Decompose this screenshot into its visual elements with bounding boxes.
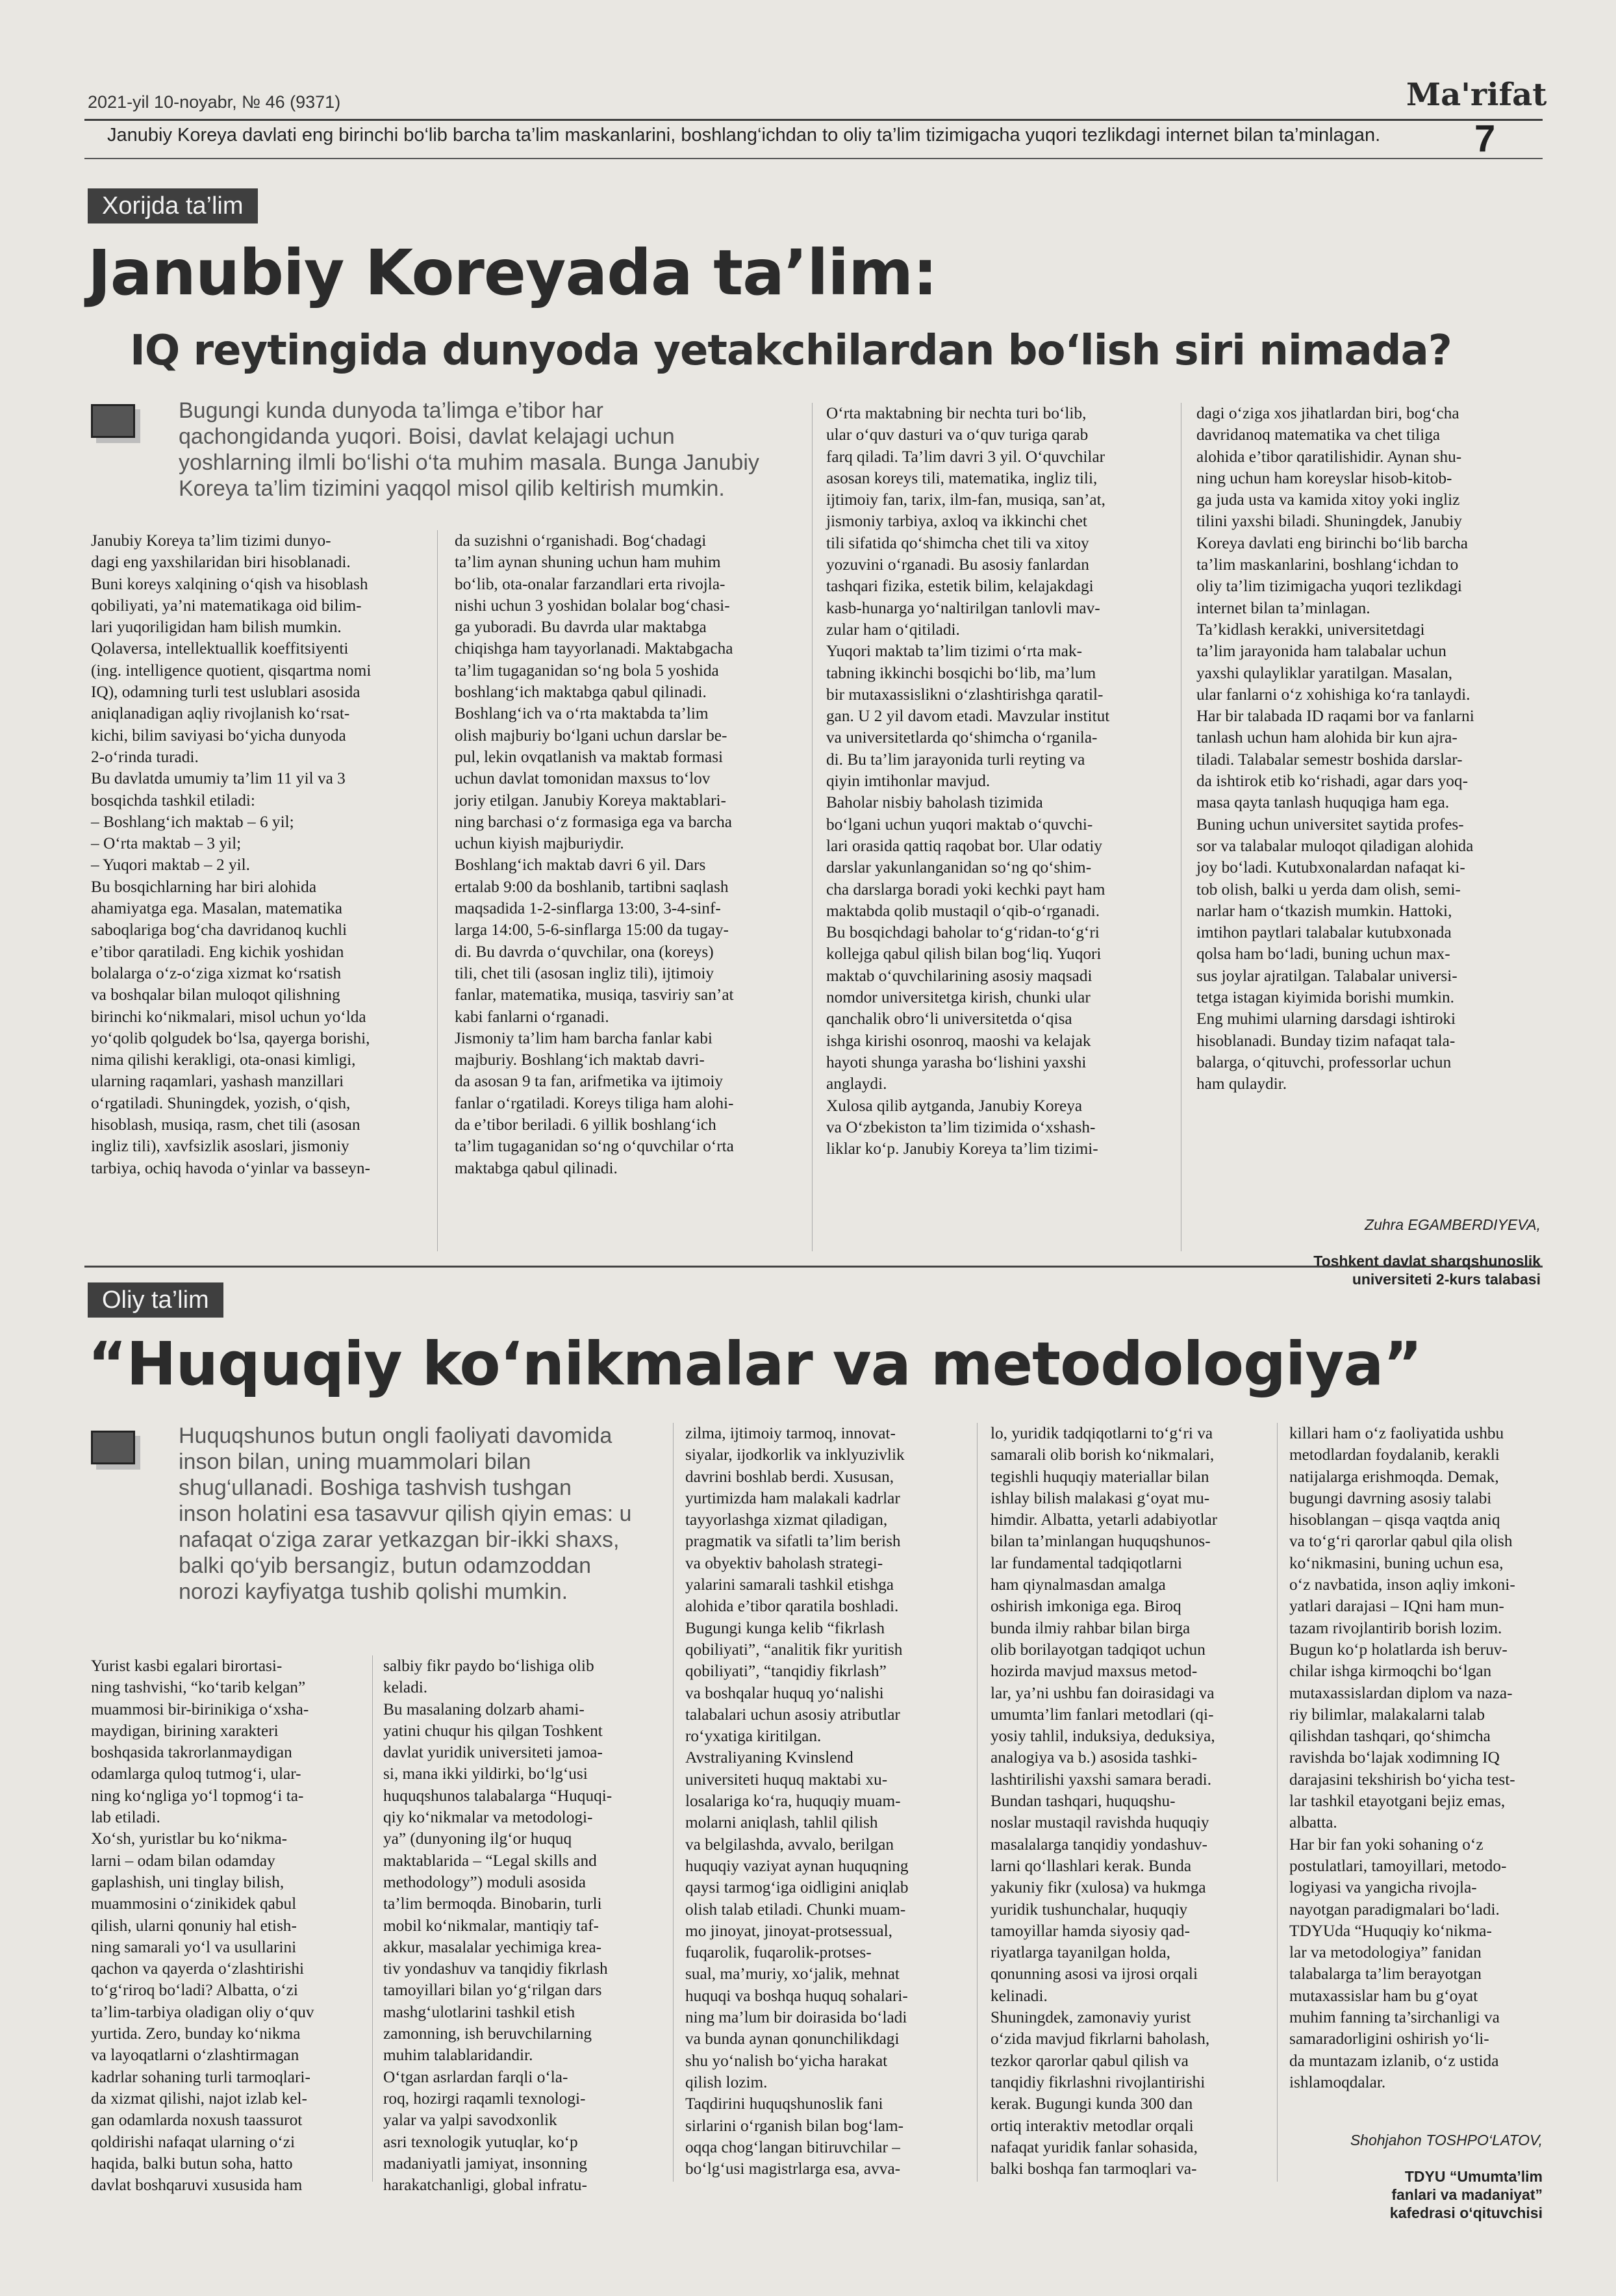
article2-author: Shohjahon TOSHPO‘LATOV, [1350,2132,1543,2149]
article2-rubric: Oliy ta’lim [88,1282,223,1318]
article2-column-4: lo, yuridik tadqiqotlarni to‘g‘ri va samarali olib borish ko‘nikmalari, tegishli huquqiy materiallar bilan ishlay bilish malakasi g‘oyat mu- himdir. Albatta, yetarli adabiyotlar bilan ta’minlangan huquqshunos- lar fundamental tadqiqotlarni ham qiynalmasdan amalga oshirish imkoniga ega. Biroq bunda ilmiy rahbar bilan birga olib borilayotgan tadqiqot uchun hozirda mavjud maxsus metod- lar, ya’ni ushbu fan doirasidagi va umumta’lim fanlari metodlari (qi- yosiy tahlil, induksiya, deduksiya, analogiya va b.) asosida tashki- lashtirilishi yaxshi samara beradi. Bundan tashqari, huquqshu- noslar mustaqil ravishda huquqiy masalalarga tanqidiy yondashuv- larni qo‘llashlari kerak. Bunda yakuniy fikr (xulosa) va hukmga yuridik tushunchalar, huquqiy tamoyillar hamda siyosiy qad- riyatlarga tayanilgan holda, qonunning asosi va ijrosi orqali kelinadi. Shuningdek, zamonaviy yurist o‘zida mavjud fikrlarni baholash, tezkor qarorlar qabul qilish va tanqidiy fikrlashni rivojlantirishi kerak. Bugungi kunda 300 dan ortiq interaktiv metodlar orqali nafaqat yuridik fanlar sohasida, balki boshqa fan tarmoqlari va- [991,1424,1218,2178]
article1-signature [1196,1197,1541,1307]
article2-title: “Huquqiy ko‘nikmalar va metodologiya” [88,1329,1422,1399]
article1-subtitle: IQ reytingida dunyoda yetakchilardan bo‘lish siri nimada? [130,327,1452,375]
article2-author-role: TDYU “Umumta’lim fanlari va madaniyat” kafedrasi o‘qituvchisi [1389,2168,1543,2221]
column-divider [437,530,438,1251]
newspaper-logo: Ma'rifat [1406,77,1547,113]
article1-column-2: da suzishni o‘rganishadi. Bog‘chadagi ta’lim aynan shuning uchun ham muhim bo‘lib, ota-onalar farzandlari erta rivojla- nishi uchun 3 yoshidan bolalar bog‘chasi- ga yuboradi. Bu davrda ular maktabga chiqishga ham tayyorlanadi. Maktabgacha ta’lim tugaganidan so‘ng bola 5 yoshida boshlang‘ich maktabga qabul qilinadi. Boshlang‘ich va o‘rta maktabda ta’lim olish majburiy bo‘lgani uchun darslar be- pul, lekin ovqatlanish va maktab formasi uchun davlat tomonidan maxsus to‘lov joriy etilgan. Janubiy Koreya maktablari- ning barchasi o‘z formasiga ega va barcha uchun kiyish majburiydir. Boshlang‘ich maktab davri 6 yil. Dars ertalab 9:00 da boshlanib, tartibni saqlash maqsadida 1-2-sinflarga 13:00, 3-4-sinf- larga 14:00, 5-6-sinflarga 15:00 da tugay- di. Bu davrda o‘quvchilar, ona (koreys) tili, chet tili (asosan ingliz tili), ijtimoiy fanlar, matematika, musiqa, tasviriy san’at kabi fanlarni o‘rganadi. Jismoniy ta’lim ham barcha fanlar kabi majburiy. Boshlang‘ich maktab davri- da asosan 9 ta fan, arifmetika va ijtimoiy fanlar o‘rgatiladi. Koreys tiliga ham alohi- da e’tibor beriladi. 6 yillik boshlang‘ich ta’lim tugaganidan so‘ng o‘quvchilar o‘rta maktabga qabul qilinadi. [455,531,734,1177]
column-divider [673,1423,674,2182]
page-number: 7 [1474,118,1496,160]
lead-square-icon [91,404,135,438]
article2-column-5: killari ham o‘z faoliyatida ushbu metodlardan foydalanib, kerakli natijalarga erishmoqda. Demak, bugungi davrning asosiy talabi hisoblangan – qisqa vaqtda aniq va to‘g‘ri qarorlar qabul qila olish ko‘nikmasini, buning uchun esa, o‘z navbatida, inson aqliy imkoni- yatlari darajasi – IQni ham mun- tazam rivojlantirib borish lozim. Bugun ko‘p holatlarda ish beruv- chilar ishga kirmoqchi bo‘lgan mutaxassislardan diplom va naza- riy bilimlar, malakalarni talab qilishdan tashqari, qo‘shimcha ravishda bo‘lajak xodimning IQ darajasini tekshirish bo‘yicha test- lar tashkil etayotgani bejiz emas, albatta. Har bir fan yoki sohaning o‘z postulatlari, tamoyillari, metodo- logiyasi va yangicha rivojla- nayotgan paradigmalari bo‘ladi. TDYUda “Huquqiy ko‘nikma- lar va metodologiya” fanidan talabalarga ta’lim berayotgan mutaxassislar ham bu g‘oyat muhim fanning ta’sirchanligi va samaradorligini oshirish yo‘li- da muntazam izlanib, o‘z ustida ishlamoqdalar. [1289,1424,1515,2091]
column-divider [372,1655,373,2182]
article2-column-1: Yurist kasbi egalari birortasi- ning tashvishi, “ko‘tarib kelgan” muammosi bir-birinikiga o‘xsha- maydigan, birining xarakteri boshqasida takrorlanmaydigan odamlarga quloq tutmog‘i, ular- ning ko‘ngliga yo‘l topmog‘i ta- lab etiladi. Xo‘sh, yuristlar bu ko‘nikma- larni – odam bilan odamday gaplashish, uni tinglay bilish, muammosini o‘zinikidek qabul qilish, ularni qonuniy hal etish- ning samarali yo‘l va usullarini qachon va qayerda o‘zlashtirishi to‘g‘riroq bo‘ladi? Albatta, o‘zi ta’lim-tarbiya oladigan oliy o‘quv yurtida. Zero, bunday ko‘nikma va layoqatlarni o‘zlashtirmagan kadrlar sohaning turli tarmoqlari- da xizmat qilishi, najot izlab kel- gan odamlarda noxush taassurot qoldirishi nafaqat ularning o‘zi haqida, balki butun soha, hatto davlat boshqaruvi xususida ham [91,1657,314,2195]
header-rule [84,119,1543,121]
header-rule-bottom [84,158,1543,159]
article1-title: Janubiy Koreyada ta’lim: [88,236,937,309]
article1-column-3: O‘rta maktabning bir nechta turi bo‘lib, ular o‘quv dasturi va o‘quv turiga qarab farq qiladi. Ta’lim davri 3 yil. O‘quvchilar asosan koreys tili, matematika, ingliz tili, ijtimoiy fan, tarix, ilm-fan, musiqa, san’at, jismoniy tarbiya, axloq va ikkinchi chet tili sifatida qo‘shimcha chet tili va xitoy yozuvini o‘rganadi. Bu asosiy fanlardan tashqari fizika, estetik bilim, kelajakdagi kasb-hunarga yo‘naltirilgan tanlovli mav- zular ham o‘qitiladi. Yuqori maktab ta’lim tizimi o‘rta mak- tabning ikkinchi bosqichi bo‘lib, ma’lum bir mutaxassislikni o‘zlashtirishga qaratil- gan. U 2 yil davom etadi. Mavzular institut va universitetlarda qo‘shimcha o‘rganila- di. Bu ta’lim jarayonida turli reyting va qiyin imtihonlar mavjud. Baholar nisbiy baholash tizimida bo‘lgani uchun yuqori maktab o‘quvchi- lari orasida qattiq raqobat bor. Ular odatiy darslar yakunlanganidan so‘ng qo‘shim- cha darslarga boradi yoki kechki payt ham maktabda qolib mustaqil o‘qib-o‘rganadi. Bu bosqichdagi baholar to‘g‘ridan-to‘g‘ri kollejga qabul qilish bilan bog‘liq. Yuqori maktab o‘quvchilarining asosiy maqsadi nomdor universitetga kirish, chunki ular qanchalik obro‘li universitetda o‘qisa ishga kirishi osonroq, maoshi va kelajak hayoti shunga yarasha bo‘lishini yaxshi anglaydi. Xulosa qilib aytganda, Janubiy Koreya va O‘zbekiston ta’lim tizimida o‘xshash- liklar ko‘p. Janubiy Koreya ta’lim tizimi- [826,404,1110,1158]
article2-column-3: zilma, ijtimoiy tarmoq, innovat- siyalar, ijodkorlik va inklyuzivlik davrini boshlab berdi. Xususan, yurtimizda ham malakali kadrlar tayyorlashga xizmat qiladigan, pragmatik va sifatli ta’lim berish va obyektiv baholash strategi- yalarini samarali tashkil etishga alohida e’tibor qaratila boshladi. Bugungi kunga kelib “fikrlash qobiliyati”, “analitik fikr yuritish qobiliyati”, “tanqidiy fikrlash” va boshqalar huquq yo‘nalishi talabalari uchun asosiy atributlar ro‘yxatiga kiritilgan. Avstraliyaning Kvinslend universiteti huquq maktabi xu- losalariga ko‘ra, huquqiy muam- molarni aniqlash, tahlil qilish va belgilashda, avvalo, berilgan huquqiy vaziyat aynan huquqning qaysi tarmog‘iga oidligini aniqlab olish talab etiladi. Chunki muam- mo jinoyat, jinoyat-protsessual, fuqarolik, fuqarolik-protses- sual, ma’muriy, xo‘jalik, mehnat huquqi va boshqa huquq sohalari- ning ma’lum bir doirasida bo‘ladi va bunda aynan qonunchilikdagi shu yo‘nalish bo‘yicha harakat qilish lozim. Taqdirini huquqshunoslik fani sirlarini o‘rganish bilan bog‘lam- oqqa chog‘langan bitiruvchilar – bo‘lg‘usi magistrlarga esa, avva- [685,1424,909,2178]
article1-rubric: Xorijda ta’lim [88,188,258,223]
lead-square-icon [91,1431,135,1464]
article2-signature [1289,2113,1543,2240]
article1-author-role: Toshkent davlat sharqshunoslik universiteti 2-kurs talabasi [1313,1253,1541,1288]
article2-lead: Huquqshunos butun ongli faoliyati davomida inson bilan, uning muammolari bilan shug‘ullanadi. Boshiga tashvish tushgan inson holatini esa tasavvur qilish qiyin emas: u nafaqat o‘ziga zarar yetkazgan bir-ikki shaxs, balki qo‘yib bersangiz, butun odamzoddan norozi kayfiyatga tushib qolishi mumkin. [179,1423,632,1604]
column-divider [977,1423,978,2182]
article1-lead: Bugungi kunda dunyoda ta’limga e’tibor har qachongidanda yuqori. Boisi, davlat kelajagi uchun yoshlarning ilmli bo‘lishi o‘ta muhim masala. Bunga Janubiy Koreya ta’lim tizimini yaqqol misol qilib keltirish mumkin. [179,398,759,501]
article1-column-1: Janubiy Koreya ta’lim tizimi dunyo- dagi eng yaxshilaridan biri hisoblanadi. Buni koreys xalqining o‘qish va hisoblash qobiliyati, ya’ni matematikaga oid bilim- lari yuqoriligidan ham bilish mumkin. Qolaversa, intellektuallik koeffitsiyenti (ing. intelligence quotient, qisqartma nomi IQ), odamning turli test uslublari asosida aniqlanadigan aqliy rivojlanish ko‘rsat- kichi, bilim saviyasi bo‘yicha dunyoda 2-o‘rinda turadi. Bu davlatda umumiy ta’lim 11 yil va 3 bosqichda tashkil etiladi: – Boshlang‘ich maktab – 6 yil; – O‘rta maktab – 3 yil; – Yuqori maktab – 2 yil. Bu bosqichlarning har biri alohida ahamiyatga ega. Masalan, matematika saboqlariga bog‘cha davridanoq kuchli e’tibor qaratiladi. Eng kichik yoshidan bolalarga o‘z-o‘ziga xizmat ko‘rsatish va boshqalar bilan muloqot qilishning birinchi ko‘nikmalari, misol uchun yo‘lda yo‘qolib qolgudek bo‘lsa, qayerga borishi, nima qilishi kerakligi, ota-onasi kimligi, ularning raqamlari, yashash manzillari o‘rgatiladi. Shuningdek, yozish, o‘qish, hisoblash, musiqa, rasm, chet tili (asosan ingliz tili), xavfsizlik asoslari, jismoniy tarbiya, ochiq havoda o‘yinlar va basseyn- [91,531,372,1177]
article1-author: Zuhra EGAMBERDIYEVA, [1365,1216,1541,1233]
column-divider [1277,1423,1278,2182]
article-separator [84,1266,1543,1268]
column-divider [812,403,813,1251]
issue-date: 2021-yil 10-noyabr, № 46 (9371) [88,92,341,112]
article2-column-2: salbiy fikr paydo bo‘lishiga olib keladi. Bu masalaning dolzarb ahami- yatini chuqur his qilgan Toshkent davlat yuridik universiteti jamoa- si, mana ikki yildirki, bo‘lg‘usi huquqshunos talabalarga “Huquqi- qiy ko‘nikmalar va metodologi- ya” (dunyoning ilg‘or huquq maktablarida – “Legal skills and methodology”) moduli asosida ta’lim bermoqda. Binobarin, turli mobil ko‘nikmalar, mantiqiy taf- akkur, masalalar yechimiga krea- tiv yondashuv va tanqidiy fikrlash tamoyillari bilan yo‘g‘rilgan dars mashg‘ulotlarini tashkil etish zamonning, ish beruvchilarning muhim talablaridandir. O‘tgan asrlardan farqli o‘la- roq, hozirgi raqamli texnologi- yalar va yalpi savodxonlik asri texnologik yutuqlar, ko‘p madaniyatli jamiyat, insonning harakatchanligi, global infratu- [383,1657,612,2195]
header-tagline: Janubiy Koreya davlati eng birinchi bo‘lib barcha ta’lim maskanlarini, boshlang‘ichdan to oliy ta’lim tizimigacha yuqori tezlikdagi internet bilan ta’minlagan. [107,125,1381,146]
article1-column-4: dagi o‘ziga xos jihatlardan biri, bog‘cha davridanoq matematika va chet tiliga alohida e’tibor qaratilishidir. Aynan shu- ning uchun ham koreyslar hisob-kitob- ga juda usta va kamida xitoy yoki ingliz tilini yaxshi biladi. Shuningdek, Janubiy Koreya davlati eng birinchi bo‘lib barcha ta’lim maskanlarini, boshlang‘ichdan to oliy ta’lim tizimigacha yuqori tezlikdagi internet bilan ta’minlagan. Ta’kidlash kerakki, universitetdagi ta’lim jarayonida ham talabalar uchun yaxshi qulayliklar yaratilgan. Masalan, ular fanlarni o‘z xohishiga ko‘ra tanlaydi. Har bir talabada ID raqami bor va fanlarni tanlash uchun ham alohida bir kun ajra- tiladi. Talabalar semestr boshida darslar- da ishtirok etib ko‘rishadi, agar dars yoq- masa qayta tanlash huquqiga ham ega. Buning uchun universitet saytida profes- sor va talabalar muloqot qiladigan alohida joy bo‘ladi. Kutubxonalardan nafaqat ki- tob olish, balki u yerda dam olish, semi- narlar ham o‘tkazish mumkin. Hattoki, imtihon paytlari talabalar kutubxonada qolsa ham bo‘ladi, buning uchun max- sus joylar ajratilgan. Talabalar universi- tetga istagan kiyimida borishi mumkin. Eng muhimi ularning darsdagi ishtiroki hisoblanadi. Bunday tizim nafaqat tala- balarga, o‘qituvchi, professorlar uchun ham qulaydir. [1196,404,1474,1093]
